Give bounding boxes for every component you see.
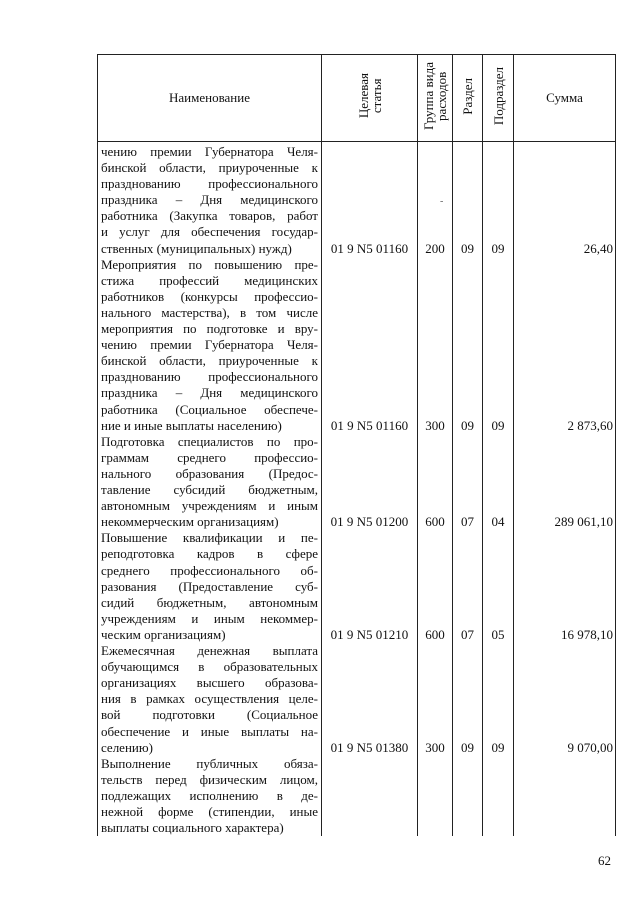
- row-target: 01 9 N5 01200: [330, 514, 409, 530]
- header-row: [98, 55, 616, 142]
- row-name-line: Подготовка специалистов по про-: [101, 433, 318, 449]
- row-name-line: работников (конкурсы профессио-: [101, 288, 318, 304]
- row-name-line: празднованию профессионального: [101, 369, 318, 385]
- group-column: [418, 142, 453, 837]
- row-name-line: чению премии Губернатора Челя-: [101, 337, 318, 353]
- row-name-line: реподготовка кадров в сфере: [101, 546, 318, 562]
- row-name-line: празднованию профессионального: [101, 176, 318, 192]
- row-name: [98, 434, 321, 531]
- row-subsection: 05: [491, 627, 505, 642]
- stray-mark: -: [440, 196, 444, 207]
- row-name-line: ние и иные выплаты населению): [101, 417, 282, 433]
- row-name-line: мероприятия по подготовке и вру-: [101, 321, 318, 337]
- row-subsection: 09: [491, 739, 505, 755]
- section-column: [453, 142, 483, 837]
- header-group: Группа вида расходов: [418, 55, 453, 142]
- row-name-line: разования (Предоставление суб-: [101, 578, 318, 594]
- row-name-line: Мероприятия по повышению пре-: [101, 256, 318, 272]
- row-name-line: бинской области, приуроченные к: [101, 353, 318, 369]
- row-name-line: работника (Закупка товаров, работ: [101, 208, 318, 224]
- row-name-line: среднего профессионального об-: [101, 562, 318, 578]
- row-name-line: Ежемесячная денежная выплата: [101, 643, 318, 659]
- row-name-line: стижа профессий медицинских: [101, 272, 318, 288]
- row-name-line: обучающимся в образовательных: [101, 659, 318, 675]
- row-sum: 289 061,10: [554, 514, 613, 530]
- row-sum: 9 070,00: [567, 739, 613, 755]
- row-name-line: ния в рамках осуществления целе-: [101, 691, 318, 707]
- row-section: 09: [461, 240, 474, 256]
- row-target: 01 9 N5 01380: [330, 739, 409, 755]
- header-subsection: Подраздел: [483, 55, 514, 142]
- row-subsection: 09: [491, 417, 505, 433]
- row-name-line: и услуг для обеспечения государ-: [101, 224, 318, 240]
- row-name-line: Повышение квалификации и пе-: [101, 530, 318, 546]
- row-group: 200: [425, 240, 445, 256]
- row-group: 600: [425, 514, 445, 530]
- row-name-line: Выполнение публичных обяза-: [101, 755, 318, 771]
- row-name-line: сидий бюджетным, автономным: [101, 594, 318, 610]
- row-name: [98, 144, 321, 257]
- row-name-line: тавление субсидий бюджетным,: [101, 482, 318, 498]
- table-body-row: [98, 142, 616, 837]
- row-target: 01 9 N5 01160: [330, 240, 409, 256]
- subsection-column: [483, 142, 514, 837]
- row-group: 600: [425, 627, 445, 642]
- budget-table: [97, 54, 616, 836]
- row-name-line: вой подготовки (Социальное: [101, 707, 318, 723]
- row-name-line: нального мастерства), в том числе: [101, 304, 318, 320]
- row-name: [98, 643, 321, 756]
- row-name-line: автономным учреждениям и иным: [101, 498, 318, 514]
- row-name-line: бинской области, приуроченные к: [101, 160, 318, 176]
- row-section: 09: [461, 417, 474, 433]
- row-name: [98, 530, 321, 643]
- row-sum: 2 873,60: [567, 417, 613, 433]
- row-name-line: некоммерческим организациям): [101, 514, 279, 530]
- row-name-line: работника (Социальное обеспече-: [101, 401, 318, 417]
- row-name-line: праздника – Дня медицинского: [101, 192, 318, 208]
- row-name-line: праздника – Дня медицинского: [101, 385, 318, 401]
- row-subsection: 09: [491, 240, 505, 256]
- header-name: Наименование: [98, 55, 322, 142]
- row-name-line: селению): [101, 739, 153, 755]
- row-subsection: 04: [491, 514, 505, 530]
- row-name-line: нежной форме (стипендии, иные: [101, 804, 318, 820]
- row-name-line: чению премии Губернатора Челя-: [101, 144, 318, 159]
- row-name-line: нального образования (Предос-: [101, 465, 318, 481]
- sum-column: [514, 142, 616, 837]
- row-name-line: граммам среднего профессио-: [101, 449, 318, 465]
- row-section: 09: [461, 739, 474, 755]
- header-target: Целевая статья: [322, 55, 418, 142]
- row-section: 07: [461, 514, 474, 530]
- row-target: 01 9 N5 01210: [330, 627, 409, 642]
- row-name-line: обеспечение и иные выплаты на-: [101, 723, 318, 739]
- header-section: Раздел: [453, 55, 483, 142]
- page-number: 62: [598, 853, 611, 868]
- row-name: [98, 756, 321, 836]
- row-target: 01 9 N5 01160: [330, 417, 409, 433]
- row-group: 300: [425, 739, 445, 755]
- row-group: 300: [425, 417, 445, 433]
- name-column: [98, 142, 322, 837]
- header-sum: Сумма: [514, 55, 616, 142]
- row-name-line: учреждениям и иным некоммер-: [101, 610, 318, 626]
- row-name-line: подлежащих исполнению в де-: [101, 787, 318, 803]
- row-name-line: тельств перед физическим лицом,: [101, 771, 318, 787]
- row-name-line: организациях высшего образова-: [101, 675, 318, 691]
- row-name-line: ственных (муниципальных) нужд): [101, 240, 292, 256]
- row-name: [98, 257, 321, 434]
- row-sum: 26,40: [583, 240, 613, 256]
- row-name-line: выплаты социального характера): [101, 820, 284, 836]
- target-column: [322, 142, 418, 837]
- row-name-line: ческим организациям): [101, 626, 226, 642]
- row-section: 07: [461, 627, 474, 642]
- row-sum: 16 978,10: [561, 627, 613, 642]
